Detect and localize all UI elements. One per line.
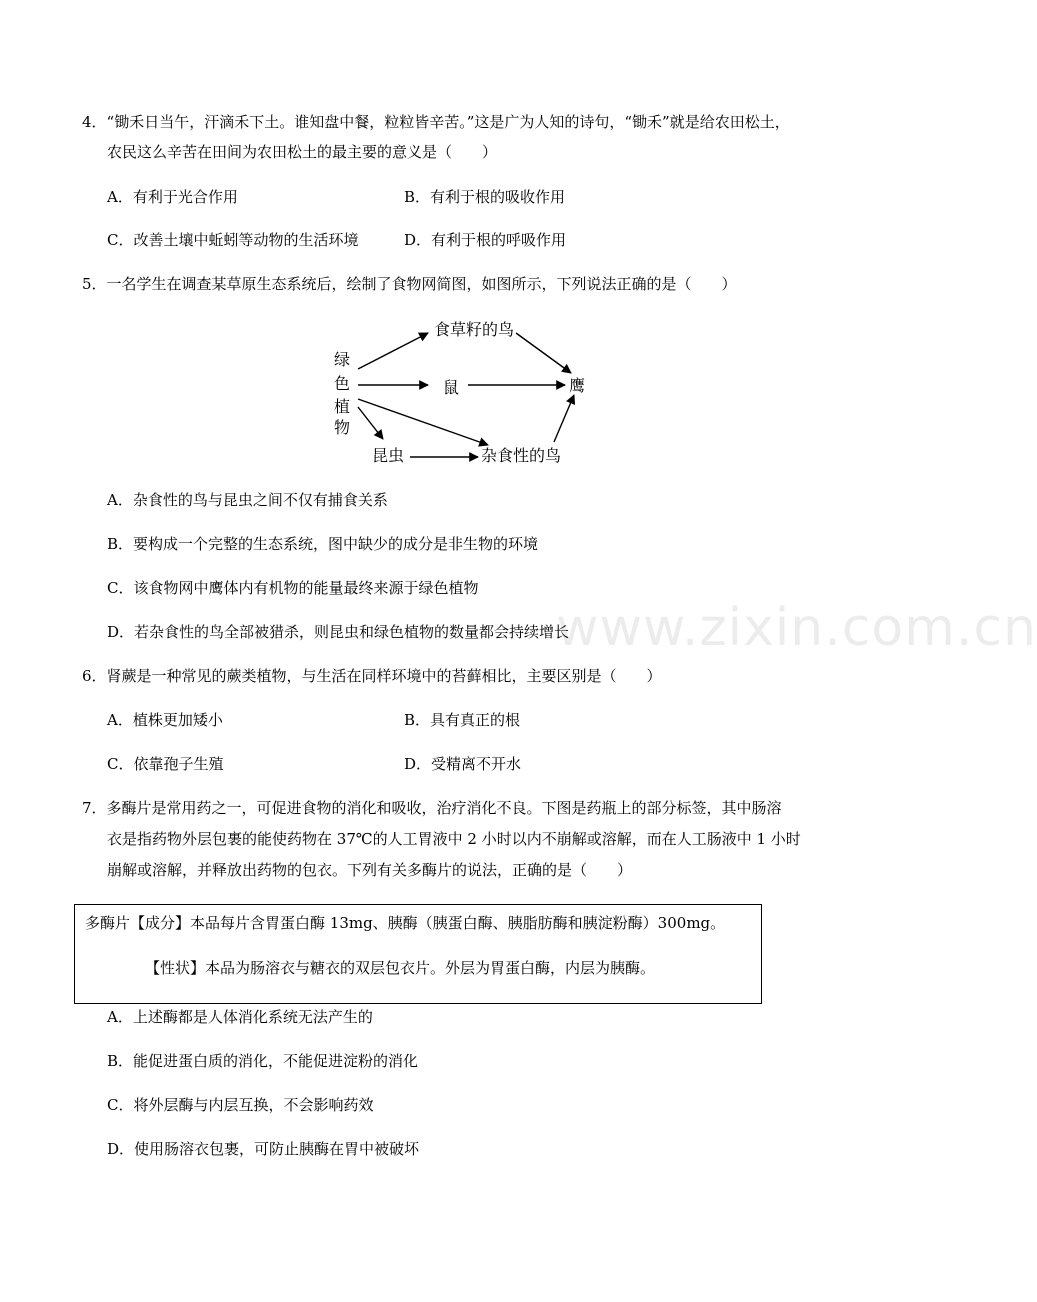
q6-option-d[interactable]: D．受精离不开水 — [404, 755, 522, 773]
q5-option-a[interactable]: A．杂食性的鸟与昆虫之间不仅有捕食关系 — [107, 491, 388, 509]
arrow-omnivore-to-eagle — [554, 395, 574, 442]
node-mouse: 鼠 — [443, 378, 460, 397]
q6-option-a[interactable]: A．植株更加矮小 — [107, 711, 223, 729]
node-eagle: 鹰 — [569, 376, 586, 395]
q6-option-c[interactable]: C．依靠孢子生殖 — [107, 755, 224, 773]
q4-stem-line1: 4．“锄禾日当午，汗滴禾下土。谁知盘中餐，粒粒皆辛苦。”这是广为人知的诗句，“锄禾”就是给农田松土， — [82, 113, 790, 131]
q6-option-b[interactable]: B．具有真正的根 — [404, 711, 521, 729]
q7-stem-line2: 衣是指药物外层包裹的能使药物在 37℃的人工胃液中 2 小时以内不崩解或溶解，而在人工肠液中 1 小时 — [107, 830, 801, 848]
node-insect: 昆虫 — [372, 446, 405, 465]
q4-option-a[interactable]: A．有利于光合作用 — [107, 188, 238, 206]
q7-option-b[interactable]: B．能促进蛋白质的消化，不能促进淀粉的消化 — [107, 1052, 419, 1070]
producer-char-1: 绿 — [334, 350, 351, 369]
watermark-text: www.zixin.com.cn — [556, 598, 1037, 658]
q7-stem-line3: 崩解或溶解，并释放出药物的包衣。下列有关多酶片的说法，正确的是（ ） — [107, 861, 633, 879]
q4-option-d[interactable]: D．有利于根的呼吸作用 — [404, 231, 567, 249]
node-omnivore-bird: 杂食性的鸟 — [481, 446, 562, 465]
q5-option-d[interactable]: D．若杂食性的鸟全部被猎杀，则昆虫和绿色植物的数量都会持续增长 — [107, 623, 570, 641]
medicine-label-box — [74, 904, 762, 1004]
node-seed-bird: 食草籽的鸟 — [434, 320, 515, 339]
arrow-seedbird-to-eagle — [516, 333, 571, 373]
food-web-diagram — [328, 313, 588, 473]
medicine-label-line2: 【性状】本品为肠溶衣与糖衣的双层包衣片。外层为胃蛋白酶，内层为胰酶。 — [145, 959, 656, 977]
q7-option-c[interactable]: C．将外层酶与内层互换，不会影响药效 — [107, 1096, 374, 1114]
q5-stem: 5．一名学生在调查某草原生态系统后，绘制了食物网简图，如图所示，下列说法正确的是（ ） — [82, 275, 737, 293]
producer-char-2: 色 — [334, 374, 351, 393]
arrow-plant-to-insect — [358, 407, 383, 439]
producer-char-3: 植 — [334, 397, 351, 416]
medicine-label-line1: 多酶片【成分】本品每片含胃蛋白酶 13mg、胰酶（胰蛋白酶、胰脂肪酶和胰淀粉酶）300mg。 — [85, 914, 726, 932]
q7-stem-line1: 7．多酶片是常用药之一，可促进食物的消化和吸收，治疗消化不良。下图是药瓶上的部分标签，其中肠溶 — [82, 799, 782, 817]
q7-option-a[interactable]: A．上述酶都是人体消化系统无法产生的 — [107, 1008, 373, 1026]
q6-stem: 6．肾蕨是一种常见的蕨类植物，与生活在同样环境中的苔藓相比，主要区别是（ ） — [82, 667, 662, 685]
q4-option-b[interactable]: B．有利于根的吸收作用 — [404, 188, 566, 206]
q4-option-c[interactable]: C．改善土壤中蚯蚓等动物的生活环境 — [107, 231, 359, 249]
arrow-plant-to-omnivore — [358, 399, 488, 445]
q7-option-d[interactable]: D．使用肠溶衣包裹，可防止胰酶在胃中被破坏 — [107, 1140, 420, 1158]
producer-char-4: 物 — [334, 418, 351, 437]
arrow-plant-to-seedbird — [358, 333, 428, 369]
q4-stem-line2: 农民这么辛苦在田间为农田松土的最主要的意义是（ ） — [107, 143, 498, 161]
q5-option-b[interactable]: B．要构成一个完整的生态系统，图中缺少的成分是非生物的环境 — [107, 535, 539, 553]
q5-option-c[interactable]: C．该食物网中鹰体内有机物的能量最终来源于绿色植物 — [107, 579, 479, 597]
